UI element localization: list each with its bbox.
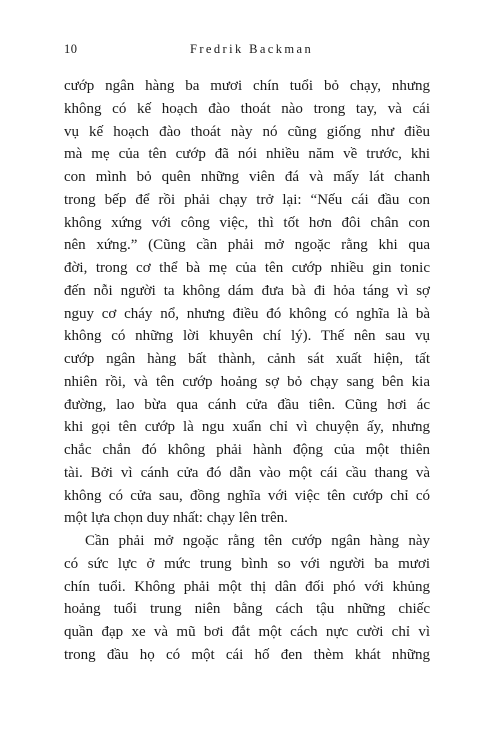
- paragraph-2: [64, 530, 430, 667]
- text-line: không có cửa sau, đồng nghĩa với việc tên cướp chỉ có: [64, 487, 430, 504]
- text-line: không có kế hoạch đào thoát nào trong tay, và cái: [64, 100, 430, 117]
- text-line: đời, trong cơ thể bà mẹ của tên cướp nhiều gin tonic: [64, 260, 430, 276]
- text-line: đường, lao bừa qua cánh cửa đầu tiên. Cũng hơi ác: [64, 396, 430, 413]
- text-line: trong bếp để rồi phải chạy trở lại: “Nếu cái đầu con: [64, 191, 430, 208]
- text-line: cướp ngân hàng ba mươi chín tuổi bỏ chạy, nhưng: [64, 78, 430, 94]
- text-line: nguy cơ cháy nổ, nhưng điều đó không có nghĩa là bà: [64, 305, 430, 322]
- text-line: trong đầu họ có một cái hố đen thèm khát những: [64, 646, 430, 663]
- text-line: quần đạp xe và mũ bơi đắt một cách nực cười chỉ vì: [64, 624, 430, 640]
- text-line: hoảng tuổi trung niên bằng cách tậu những chiếc: [64, 601, 430, 618]
- page-header: [64, 42, 427, 58]
- text-line: có sức lực ở mức trung bình so với người ba mươi: [64, 555, 430, 572]
- text-line: mà mẹ của tên cướp đã nói nhiều năm về trước, khi: [64, 146, 430, 163]
- text-line: không có những lời khuyên chí lý). Thế nên sau vụ: [64, 328, 430, 345]
- text-line: con mình bỏ quên những viên đá và mấy lát chanh: [64, 169, 430, 185]
- body-text: [64, 75, 430, 667]
- text-line: chắc chắn đó không phải hành động của một thiên: [64, 442, 430, 458]
- text-line: khi gọi tên cướp là ngu xuẩn chỉ vì chuyện ấy, nhưng: [64, 419, 430, 436]
- running-head-author: Fredrik Backman: [190, 42, 314, 56]
- page-number: 10: [64, 42, 78, 56]
- paragraph-1: [64, 75, 430, 530]
- text-line: nên xứng.” (Cũng cần phải mở ngoặc rằng khi qua: [64, 237, 430, 254]
- text-line: một lựa chọn duy nhất: chạy lên trên.: [64, 510, 288, 527]
- text-line: vụ kế hoạch đào thoát này nó cũng giống như điều: [64, 123, 430, 140]
- text-line: cướp ngân hàng bất thành, cảnh sát xuất hiện, tất: [64, 351, 430, 367]
- text-line: Cần phải mở ngoặc rằng tên cướp ngân hàng này: [85, 533, 430, 549]
- text-line: đến nỗi người ta không dám đưa bà đi hỏa táng vì sợ: [64, 282, 430, 299]
- text-line: chín tuổi. Không phải một thị dân đối phó với khủng: [64, 578, 430, 595]
- text-line: tài. Bởi vì cánh cửa đó dẫn vào một cái cầu thang và: [64, 464, 430, 481]
- text-line: nhiên rồi, và tên cướp hoảng sợ bỏ chạy sang bên kia: [64, 373, 430, 390]
- text-line: không xứng với công việc, thì tốt hơn đôi chân con: [64, 214, 430, 231]
